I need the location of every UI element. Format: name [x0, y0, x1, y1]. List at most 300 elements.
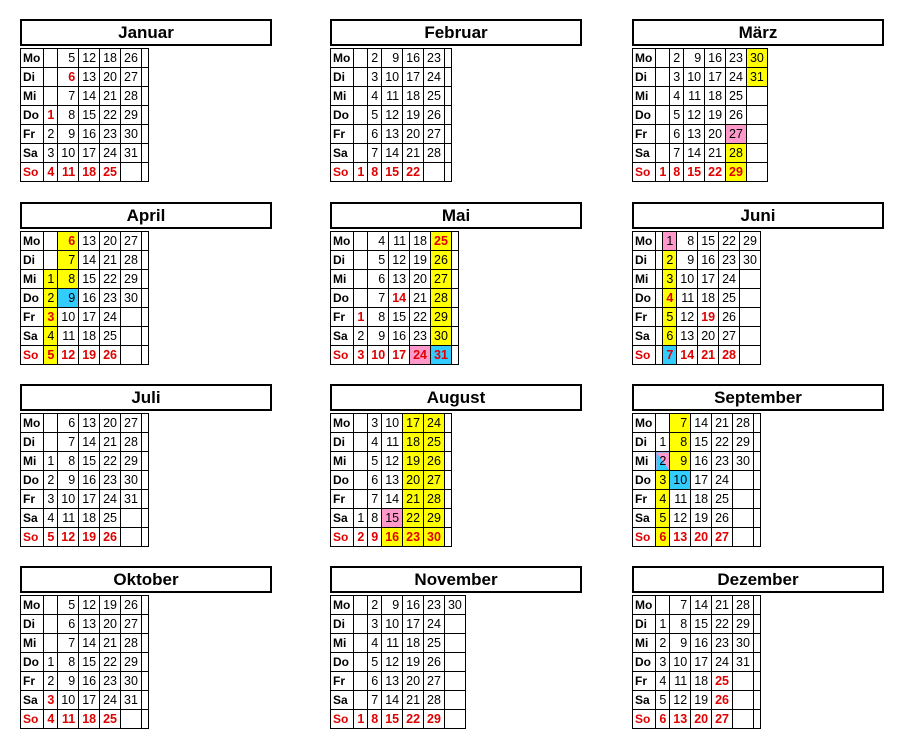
day-cell: 20 — [698, 327, 719, 346]
weekday-label: Di — [633, 615, 656, 634]
day-cell: 19 — [705, 106, 726, 125]
week-row — [331, 308, 459, 327]
month-title: Oktober — [20, 566, 272, 593]
day-cell: 28 — [733, 596, 754, 615]
day-cell — [444, 653, 465, 672]
day-cell — [444, 49, 451, 68]
day-cell — [141, 327, 148, 346]
day-cell: 11 — [382, 433, 403, 452]
week-row — [633, 289, 761, 308]
day-cell — [354, 414, 368, 433]
weekday-label: Fr — [331, 672, 354, 691]
day-cell — [733, 490, 754, 509]
day-cell: 5 — [44, 346, 58, 365]
week-row — [331, 471, 452, 490]
day-cell: 3 — [354, 346, 368, 365]
day-cell: 7 — [58, 433, 79, 452]
week-row — [633, 308, 761, 327]
day-cell: 23 — [100, 471, 121, 490]
day-cell — [141, 414, 148, 433]
weekday-label: Di — [331, 68, 354, 87]
day-cell — [44, 68, 58, 87]
day-cell: 9 — [677, 251, 698, 270]
day-cell: 23 — [424, 596, 445, 615]
day-cell: 16 — [691, 634, 712, 653]
day-cell — [753, 433, 760, 452]
weekday-label: Di — [633, 68, 656, 87]
day-cell: 28 — [424, 144, 445, 163]
week-row — [633, 528, 761, 547]
day-cell: 29 — [733, 433, 754, 452]
day-cell: 20 — [705, 125, 726, 144]
day-cell: 10 — [382, 68, 403, 87]
day-cell — [121, 163, 142, 182]
weekday-label: So — [331, 710, 354, 729]
day-cell — [656, 346, 663, 365]
day-cell: 14 — [382, 691, 403, 710]
day-cell: 18 — [691, 490, 712, 509]
week-row — [633, 327, 761, 346]
week-row — [633, 653, 761, 672]
week-row — [21, 414, 149, 433]
weekday-label: Mi — [331, 452, 354, 471]
day-cell: 24 — [100, 308, 121, 327]
day-cell: 8 — [670, 433, 691, 452]
day-cell: 16 — [79, 289, 100, 308]
day-cell: 10 — [677, 270, 698, 289]
week-row — [21, 87, 149, 106]
day-cell: 9 — [684, 49, 705, 68]
day-cell — [141, 509, 148, 528]
day-cell — [656, 251, 663, 270]
month-title: Januar — [20, 19, 272, 46]
day-cell: 21 — [410, 289, 431, 308]
day-cell — [444, 672, 465, 691]
day-cell — [656, 270, 663, 289]
day-cell: 15 — [79, 653, 100, 672]
day-cell — [141, 106, 148, 125]
day-cell: 15 — [382, 163, 403, 182]
weekday-label: Do — [633, 653, 656, 672]
weekday-label: Fr — [331, 125, 354, 144]
week-row — [633, 106, 768, 125]
day-cell: 21 — [100, 634, 121, 653]
week-row — [331, 270, 459, 289]
day-cell: 18 — [705, 87, 726, 106]
day-cell: 31 — [121, 144, 142, 163]
day-cell: 9 — [58, 289, 79, 308]
day-cell — [753, 528, 760, 547]
day-cell — [451, 308, 458, 327]
weekday-label: So — [633, 710, 656, 729]
day-cell: 2 — [368, 49, 382, 68]
day-cell — [354, 232, 368, 251]
day-cell — [656, 414, 670, 433]
day-cell — [354, 490, 368, 509]
day-cell — [444, 634, 465, 653]
weekday-label: Sa — [331, 509, 354, 528]
day-cell — [656, 106, 670, 125]
day-cell: 22 — [705, 163, 726, 182]
day-cell — [451, 289, 458, 308]
day-cell: 17 — [691, 471, 712, 490]
day-cell — [753, 634, 760, 653]
day-cell — [354, 653, 368, 672]
day-cell: 25 — [424, 433, 445, 452]
week-row — [633, 144, 768, 163]
day-cell: 18 — [79, 327, 100, 346]
day-cell: 16 — [79, 125, 100, 144]
day-cell — [733, 471, 754, 490]
day-cell: 11 — [58, 710, 79, 729]
week-row — [331, 163, 452, 182]
week-row — [21, 471, 149, 490]
day-cell — [656, 87, 670, 106]
day-cell: 6 — [368, 471, 382, 490]
day-cell: 12 — [79, 49, 100, 68]
weekday-label: So — [21, 163, 44, 182]
day-cell: 27 — [712, 528, 733, 547]
weekday-label: Mi — [21, 270, 44, 289]
day-cell: 5 — [663, 308, 677, 327]
day-cell: 16 — [403, 49, 424, 68]
day-cell: 14 — [389, 289, 410, 308]
weekday-label: Mo — [21, 232, 44, 251]
day-cell: 20 — [691, 710, 712, 729]
month-title: März — [632, 19, 884, 46]
weekday-label: Fr — [331, 308, 354, 327]
day-cell: 21 — [712, 596, 733, 615]
day-cell: 8 — [58, 452, 79, 471]
day-cell: 29 — [424, 509, 445, 528]
day-cell: 27 — [424, 125, 445, 144]
day-cell: 16 — [403, 596, 424, 615]
day-cell: 26 — [121, 596, 142, 615]
day-cell: 17 — [403, 615, 424, 634]
day-cell: 8 — [58, 270, 79, 289]
week-row — [21, 634, 149, 653]
day-cell — [753, 672, 760, 691]
weekday-label: Mi — [21, 87, 44, 106]
day-cell — [141, 232, 148, 251]
day-cell: 13 — [670, 710, 691, 729]
day-cell — [753, 490, 760, 509]
day-cell — [121, 308, 142, 327]
day-cell — [753, 653, 760, 672]
day-cell — [451, 251, 458, 270]
day-cell: 18 — [403, 87, 424, 106]
day-cell: 25 — [100, 327, 121, 346]
day-cell: 9 — [58, 125, 79, 144]
week-row — [21, 346, 149, 365]
day-cell: 13 — [382, 471, 403, 490]
day-cell: 9 — [382, 596, 403, 615]
day-cell: 1 — [656, 615, 670, 634]
day-cell — [44, 232, 58, 251]
day-cell: 17 — [403, 68, 424, 87]
day-cell: 13 — [79, 232, 100, 251]
day-cell: 22 — [100, 452, 121, 471]
week-row — [21, 289, 149, 308]
day-cell: 20 — [403, 125, 424, 144]
day-cell — [733, 691, 754, 710]
day-cell: 26 — [121, 49, 142, 68]
day-cell: 28 — [121, 251, 142, 270]
day-cell — [444, 471, 451, 490]
day-cell: 29 — [121, 270, 142, 289]
day-cell: 10 — [58, 144, 79, 163]
weekday-label: Fr — [21, 125, 44, 144]
day-cell: 12 — [684, 106, 705, 125]
day-cell: 22 — [100, 106, 121, 125]
day-cell: 15 — [691, 615, 712, 634]
weekday-label: Mi — [633, 270, 656, 289]
week-row — [331, 452, 452, 471]
day-cell — [44, 596, 58, 615]
day-cell: 1 — [354, 710, 368, 729]
day-cell: 31 — [733, 653, 754, 672]
weekday-label: Di — [633, 433, 656, 452]
month-title: Juni — [632, 202, 884, 229]
day-cell — [141, 471, 148, 490]
week-row — [331, 596, 466, 615]
day-cell: 21 — [403, 490, 424, 509]
day-cell: 31 — [746, 68, 767, 87]
week-row — [21, 106, 149, 125]
day-cell: 17 — [389, 346, 410, 365]
weekday-label: Di — [21, 68, 44, 87]
week-row — [633, 509, 761, 528]
day-cell — [740, 270, 761, 289]
day-cell: 3 — [44, 691, 58, 710]
weekday-label: Mi — [633, 87, 656, 106]
week-row — [331, 710, 466, 729]
day-cell: 13 — [677, 327, 698, 346]
week-row — [331, 49, 452, 68]
day-cell: 28 — [733, 414, 754, 433]
day-cell — [451, 346, 458, 365]
day-cell: 19 — [79, 528, 100, 547]
day-cell: 1 — [44, 270, 58, 289]
day-cell: 3 — [44, 308, 58, 327]
day-cell: 23 — [100, 672, 121, 691]
day-cell — [44, 634, 58, 653]
day-cell: 18 — [403, 634, 424, 653]
day-cell: 29 — [733, 615, 754, 634]
day-cell: 30 — [431, 327, 452, 346]
day-cell — [746, 163, 767, 182]
day-cell: 23 — [726, 49, 747, 68]
day-cell: 16 — [698, 251, 719, 270]
weekday-label: Di — [21, 433, 44, 452]
day-cell: 10 — [670, 653, 691, 672]
day-cell — [444, 691, 465, 710]
day-cell: 28 — [726, 144, 747, 163]
month-grid — [632, 231, 761, 365]
day-cell: 12 — [58, 346, 79, 365]
day-cell: 22 — [100, 653, 121, 672]
day-cell — [733, 528, 754, 547]
day-cell: 9 — [58, 672, 79, 691]
week-row — [21, 528, 149, 547]
weekday-label: Mo — [633, 49, 656, 68]
day-cell: 17 — [403, 414, 424, 433]
day-cell: 17 — [698, 270, 719, 289]
day-cell — [44, 615, 58, 634]
day-cell — [141, 87, 148, 106]
month-grid — [632, 48, 768, 182]
day-cell: 5 — [368, 653, 382, 672]
day-cell: 8 — [368, 163, 382, 182]
day-cell: 6 — [670, 125, 684, 144]
week-row — [21, 163, 149, 182]
day-cell: 7 — [663, 346, 677, 365]
day-cell — [141, 289, 148, 308]
week-row — [331, 144, 452, 163]
day-cell — [656, 68, 670, 87]
week-row — [21, 615, 149, 634]
day-cell: 10 — [670, 471, 691, 490]
day-cell: 20 — [410, 270, 431, 289]
month-grid — [632, 413, 761, 547]
day-cell: 26 — [100, 528, 121, 547]
day-cell: 12 — [382, 106, 403, 125]
day-cell: 14 — [691, 596, 712, 615]
week-row — [633, 68, 768, 87]
day-cell — [656, 49, 670, 68]
day-cell: 6 — [656, 528, 670, 547]
day-cell: 27 — [121, 615, 142, 634]
day-cell: 2 — [670, 49, 684, 68]
day-cell: 19 — [79, 346, 100, 365]
day-cell — [753, 691, 760, 710]
day-cell: 10 — [58, 490, 79, 509]
day-cell: 11 — [58, 327, 79, 346]
day-cell — [141, 490, 148, 509]
day-cell — [121, 509, 142, 528]
day-cell: 13 — [389, 270, 410, 289]
day-cell: 22 — [712, 433, 733, 452]
day-cell — [444, 125, 451, 144]
day-cell: 9 — [382, 49, 403, 68]
day-cell: 11 — [670, 490, 691, 509]
day-cell: 26 — [712, 691, 733, 710]
day-cell: 15 — [382, 509, 403, 528]
day-cell: 20 — [100, 414, 121, 433]
day-cell: 1 — [44, 106, 58, 125]
day-cell — [656, 125, 670, 144]
day-cell: 18 — [403, 433, 424, 452]
day-cell — [656, 144, 670, 163]
week-row — [21, 327, 149, 346]
month-title: September — [632, 384, 884, 411]
weekday-label: Do — [633, 106, 656, 125]
day-cell: 12 — [389, 251, 410, 270]
week-row — [633, 490, 761, 509]
day-cell: 23 — [410, 327, 431, 346]
weekday-label: Mo — [21, 414, 44, 433]
day-cell: 5 — [368, 251, 389, 270]
day-cell — [444, 68, 451, 87]
day-cell: 19 — [403, 106, 424, 125]
week-row — [21, 308, 149, 327]
weekday-label: Mi — [331, 270, 354, 289]
day-cell: 2 — [44, 672, 58, 691]
day-cell: 3 — [44, 144, 58, 163]
day-cell: 16 — [79, 471, 100, 490]
day-cell: 10 — [382, 414, 403, 433]
day-cell: 27 — [431, 270, 452, 289]
day-cell: 22 — [403, 163, 424, 182]
day-cell — [141, 346, 148, 365]
day-cell: 15 — [79, 106, 100, 125]
month-grid — [20, 413, 149, 547]
weekday-label: So — [331, 528, 354, 547]
weekday-label: Fr — [633, 490, 656, 509]
day-cell: 6 — [656, 710, 670, 729]
weekday-label: Sa — [633, 327, 656, 346]
day-cell — [141, 68, 148, 87]
day-cell: 4 — [656, 672, 670, 691]
weekday-label: So — [21, 710, 44, 729]
day-cell: 25 — [424, 634, 445, 653]
week-row — [633, 615, 761, 634]
week-row — [633, 270, 761, 289]
day-cell: 13 — [79, 414, 100, 433]
day-cell: 5 — [368, 452, 382, 471]
day-cell: 30 — [121, 125, 142, 144]
day-cell: 3 — [656, 471, 670, 490]
day-cell: 19 — [403, 452, 424, 471]
day-cell: 6 — [368, 125, 382, 144]
day-cell: 30 — [740, 251, 761, 270]
day-cell — [141, 710, 148, 729]
day-cell: 24 — [424, 414, 445, 433]
day-cell — [354, 596, 368, 615]
day-cell — [44, 414, 58, 433]
day-cell — [354, 634, 368, 653]
day-cell: 12 — [79, 596, 100, 615]
day-cell: 17 — [79, 691, 100, 710]
day-cell — [141, 49, 148, 68]
day-cell: 8 — [368, 710, 382, 729]
day-cell — [753, 710, 760, 729]
day-cell: 20 — [403, 471, 424, 490]
weekday-label: Do — [331, 106, 354, 125]
day-cell: 18 — [100, 49, 121, 68]
week-row — [21, 270, 149, 289]
day-cell: 5 — [656, 509, 670, 528]
day-cell: 10 — [58, 691, 79, 710]
day-cell: 25 — [100, 509, 121, 528]
day-cell: 24 — [424, 615, 445, 634]
day-cell: 2 — [44, 289, 58, 308]
day-cell: 1 — [44, 452, 58, 471]
day-cell: 3 — [368, 414, 382, 433]
day-cell: 20 — [691, 528, 712, 547]
month-title: April — [20, 202, 272, 229]
day-cell — [444, 509, 451, 528]
day-cell: 7 — [58, 634, 79, 653]
day-cell: 11 — [677, 289, 698, 308]
day-cell: 30 — [121, 289, 142, 308]
day-cell — [444, 144, 451, 163]
day-cell: 5 — [656, 691, 670, 710]
day-cell: 14 — [79, 634, 100, 653]
day-cell: 3 — [368, 615, 382, 634]
weekday-label: Mo — [633, 596, 656, 615]
day-cell: 30 — [121, 672, 142, 691]
